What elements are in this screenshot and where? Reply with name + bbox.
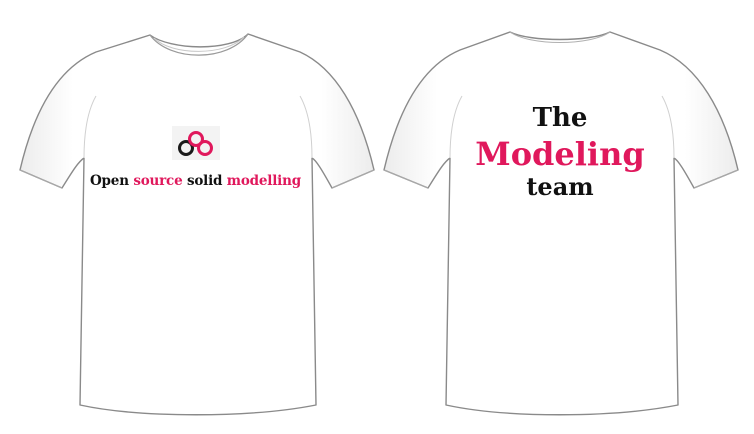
back-line-modeling: Modeling [475,135,645,173]
front-tshirt [20,34,374,415]
slogan-word-modelling: modelling [226,173,301,189]
back-line-team: team [526,172,594,201]
back-line-the: The [532,103,588,133]
slogan-word-solid: solid [186,173,223,189]
three-linked-rings-logo-icon [172,126,220,160]
slogan-word-source: source [133,173,183,189]
back-tshirt [384,32,738,415]
front-slogan [90,173,300,189]
slogan-word-open: Open [90,173,129,189]
